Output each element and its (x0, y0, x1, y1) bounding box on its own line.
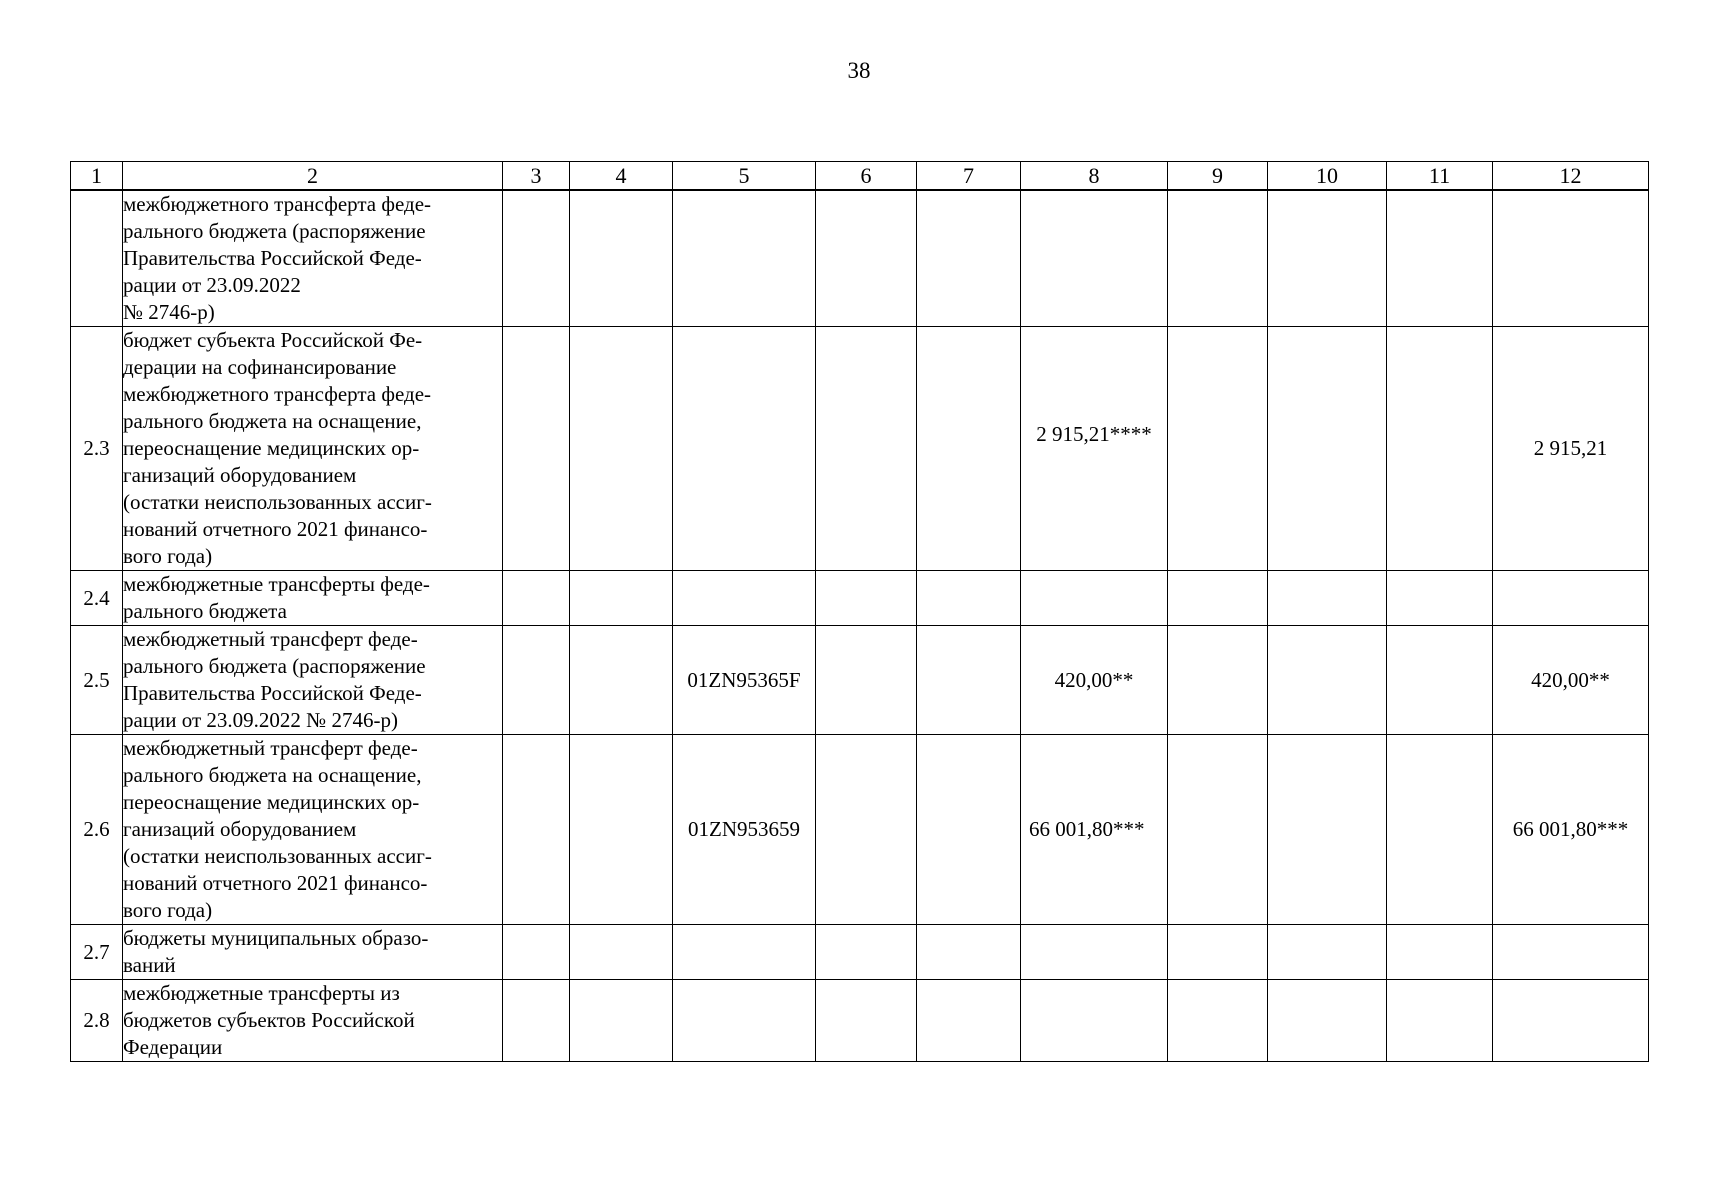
cell-col11 (1387, 925, 1493, 980)
description-line: № 2746-р) (123, 300, 215, 324)
column-header-6: 6 (816, 162, 917, 191)
header-row (71, 162, 1649, 191)
row-number: 2.7 (71, 925, 123, 980)
table-row (71, 925, 1649, 980)
description-line: вого года) (123, 544, 213, 568)
cell-code: 01ZN953659 (673, 735, 816, 925)
description-line: вого года) (123, 898, 213, 922)
cell-col4 (570, 190, 673, 327)
cell-col7 (917, 190, 1021, 327)
cell-col8 (1021, 925, 1168, 980)
cell-col8 (1021, 327, 1168, 571)
cell-col8 (1021, 190, 1168, 327)
cell-col6 (816, 980, 917, 1062)
row-description (123, 327, 503, 571)
cell-col3 (503, 735, 570, 925)
description-line: рации от 23.09.2022 (123, 273, 301, 297)
cell-col6 (816, 735, 917, 925)
cell-col12 (1493, 190, 1649, 327)
cell-col12 (1493, 980, 1649, 1062)
cell-code (673, 571, 816, 626)
cell-code (673, 190, 816, 327)
column-header-8: 8 (1021, 162, 1168, 191)
description-line: ганизаций оборудованием (123, 817, 357, 841)
row-description (123, 980, 503, 1062)
description-line: Федерации (123, 1035, 223, 1059)
cell-col4 (570, 735, 673, 925)
cell-col3 (503, 980, 570, 1062)
cell-col9 (1168, 925, 1268, 980)
description-line: нований отчетного 2021 финансо- (123, 871, 428, 895)
cell-col3 (503, 925, 570, 980)
cell-col7 (917, 735, 1021, 925)
description-line: бюджетов субъектов Российской (123, 1008, 415, 1032)
description-line: рального бюджета (распоряжение (123, 219, 426, 243)
description-line: переоснащение медицинских ор- (123, 790, 420, 814)
cell-col6 (816, 571, 917, 626)
cell-col10 (1268, 735, 1387, 925)
description-line: (остатки неиспользованных ассиг- (123, 490, 432, 514)
description-line: рального бюджета на оснащение, (123, 409, 422, 433)
cell-col3 (503, 626, 570, 735)
cell-col9 (1168, 626, 1268, 735)
description-line: ганизаций оборудованием (123, 463, 357, 487)
description-line: переоснащение медицинских ор- (123, 436, 420, 460)
row-number: 2.8 (71, 980, 123, 1062)
description-line: рального бюджета (123, 599, 287, 623)
cell-col6 (816, 925, 917, 980)
cell-code (673, 327, 816, 571)
cell-col3 (503, 190, 570, 327)
column-header-2: 2 (123, 162, 503, 191)
cell-col4 (570, 980, 673, 1062)
cell-col4 (570, 925, 673, 980)
cell-col8: 66 001,80*** (1021, 735, 1168, 925)
description-line: рального бюджета (распоряжение (123, 654, 426, 678)
cell-col11 (1387, 980, 1493, 1062)
cell-col11 (1387, 327, 1493, 571)
cell-col4 (570, 626, 673, 735)
cell-col10 (1268, 925, 1387, 980)
cell-col7 (917, 327, 1021, 571)
row-description (123, 626, 503, 735)
cell-col6 (816, 626, 917, 735)
cell-col8-value: 2 915,21**** (1036, 422, 1152, 446)
cell-col12: 66 001,80*** (1493, 735, 1649, 925)
cell-col8 (1021, 980, 1168, 1062)
table-row (71, 735, 1649, 925)
cell-col9 (1168, 327, 1268, 571)
cell-col7 (917, 980, 1021, 1062)
table-row (71, 626, 1649, 735)
cell-col4 (570, 327, 673, 571)
description-line: рального бюджета на оснащение, (123, 763, 422, 787)
description-line: бюджеты муниципальных образо- (123, 926, 429, 950)
description-line: межбюджетного трансферта феде- (123, 192, 432, 216)
description-line: межбюджетный трансферт феде- (123, 627, 418, 651)
cell-col3 (503, 327, 570, 571)
cell-code (673, 925, 816, 980)
cell-col6 (816, 327, 917, 571)
cell-col3 (503, 571, 570, 626)
column-header-4: 4 (570, 162, 673, 191)
cell-col12: 2 915,21 (1493, 327, 1649, 571)
row-description (123, 190, 503, 327)
cell-col6 (816, 190, 917, 327)
column-header-10: 10 (1268, 162, 1387, 191)
cell-col9 (1168, 190, 1268, 327)
cell-code (673, 980, 816, 1062)
cell-col8: 420,00** (1021, 626, 1168, 735)
description-line: бюджет субъекта Российской Фе- (123, 328, 423, 352)
cell-col12 (1493, 571, 1649, 626)
cell-col7 (917, 571, 1021, 626)
cell-col9 (1168, 571, 1268, 626)
table-row (71, 190, 1649, 327)
row-number: 2.4 (71, 571, 123, 626)
row-number: 2.6 (71, 735, 123, 925)
cell-col9 (1168, 735, 1268, 925)
cell-col11 (1387, 735, 1493, 925)
cell-col10 (1268, 190, 1387, 327)
cell-col7 (917, 626, 1021, 735)
column-header-11: 11 (1387, 162, 1493, 191)
cell-col10 (1268, 980, 1387, 1062)
cell-col10 (1268, 571, 1387, 626)
column-header-12: 12 (1493, 162, 1649, 191)
description-line: нований отчетного 2021 финансо- (123, 517, 428, 541)
description-line: рации от 23.09.2022 № 2746-р) (123, 708, 398, 732)
cell-col12: 420,00** (1493, 626, 1649, 735)
description-line: межбюджетного трансферта феде- (123, 382, 432, 406)
row-number: 2.5 (71, 626, 123, 735)
column-header-9: 9 (1168, 162, 1268, 191)
description-line: (остатки неиспользованных ассиг- (123, 844, 432, 868)
row-number (71, 190, 123, 327)
cell-code: 01ZN95365F (673, 626, 816, 735)
table-row (71, 571, 1649, 626)
row-description (123, 735, 503, 925)
column-header-7: 7 (917, 162, 1021, 191)
cell-col8 (1021, 571, 1168, 626)
description-line: Правительства Российской Феде- (123, 246, 422, 270)
cell-col11 (1387, 626, 1493, 735)
table-row (71, 327, 1649, 571)
row-number: 2.3 (71, 327, 123, 571)
description-line: ваний (123, 953, 176, 977)
cell-col10 (1268, 626, 1387, 735)
table-row (71, 980, 1649, 1062)
budget-table (70, 161, 1649, 1062)
description-line: Правительства Российской Феде- (123, 681, 422, 705)
cell-col7 (917, 925, 1021, 980)
cell-col11 (1387, 571, 1493, 626)
cell-col12 (1493, 925, 1649, 980)
description-line: межбюджетные трансферты феде- (123, 572, 430, 596)
description-line: межбюджетный трансферт феде- (123, 736, 418, 760)
row-description (123, 925, 503, 980)
column-header-1: 1 (71, 162, 123, 191)
column-header-3: 3 (503, 162, 570, 191)
cell-col10 (1268, 327, 1387, 571)
cell-col4 (570, 571, 673, 626)
cell-col11 (1387, 190, 1493, 327)
page-number: 38 (847, 58, 871, 83)
cell-col9 (1168, 980, 1268, 1062)
column-header-5: 5 (673, 162, 816, 191)
description-line: межбюджетные трансферты из (123, 981, 400, 1005)
row-description (123, 571, 503, 626)
description-line: дерации на софинансирование (123, 355, 397, 379)
